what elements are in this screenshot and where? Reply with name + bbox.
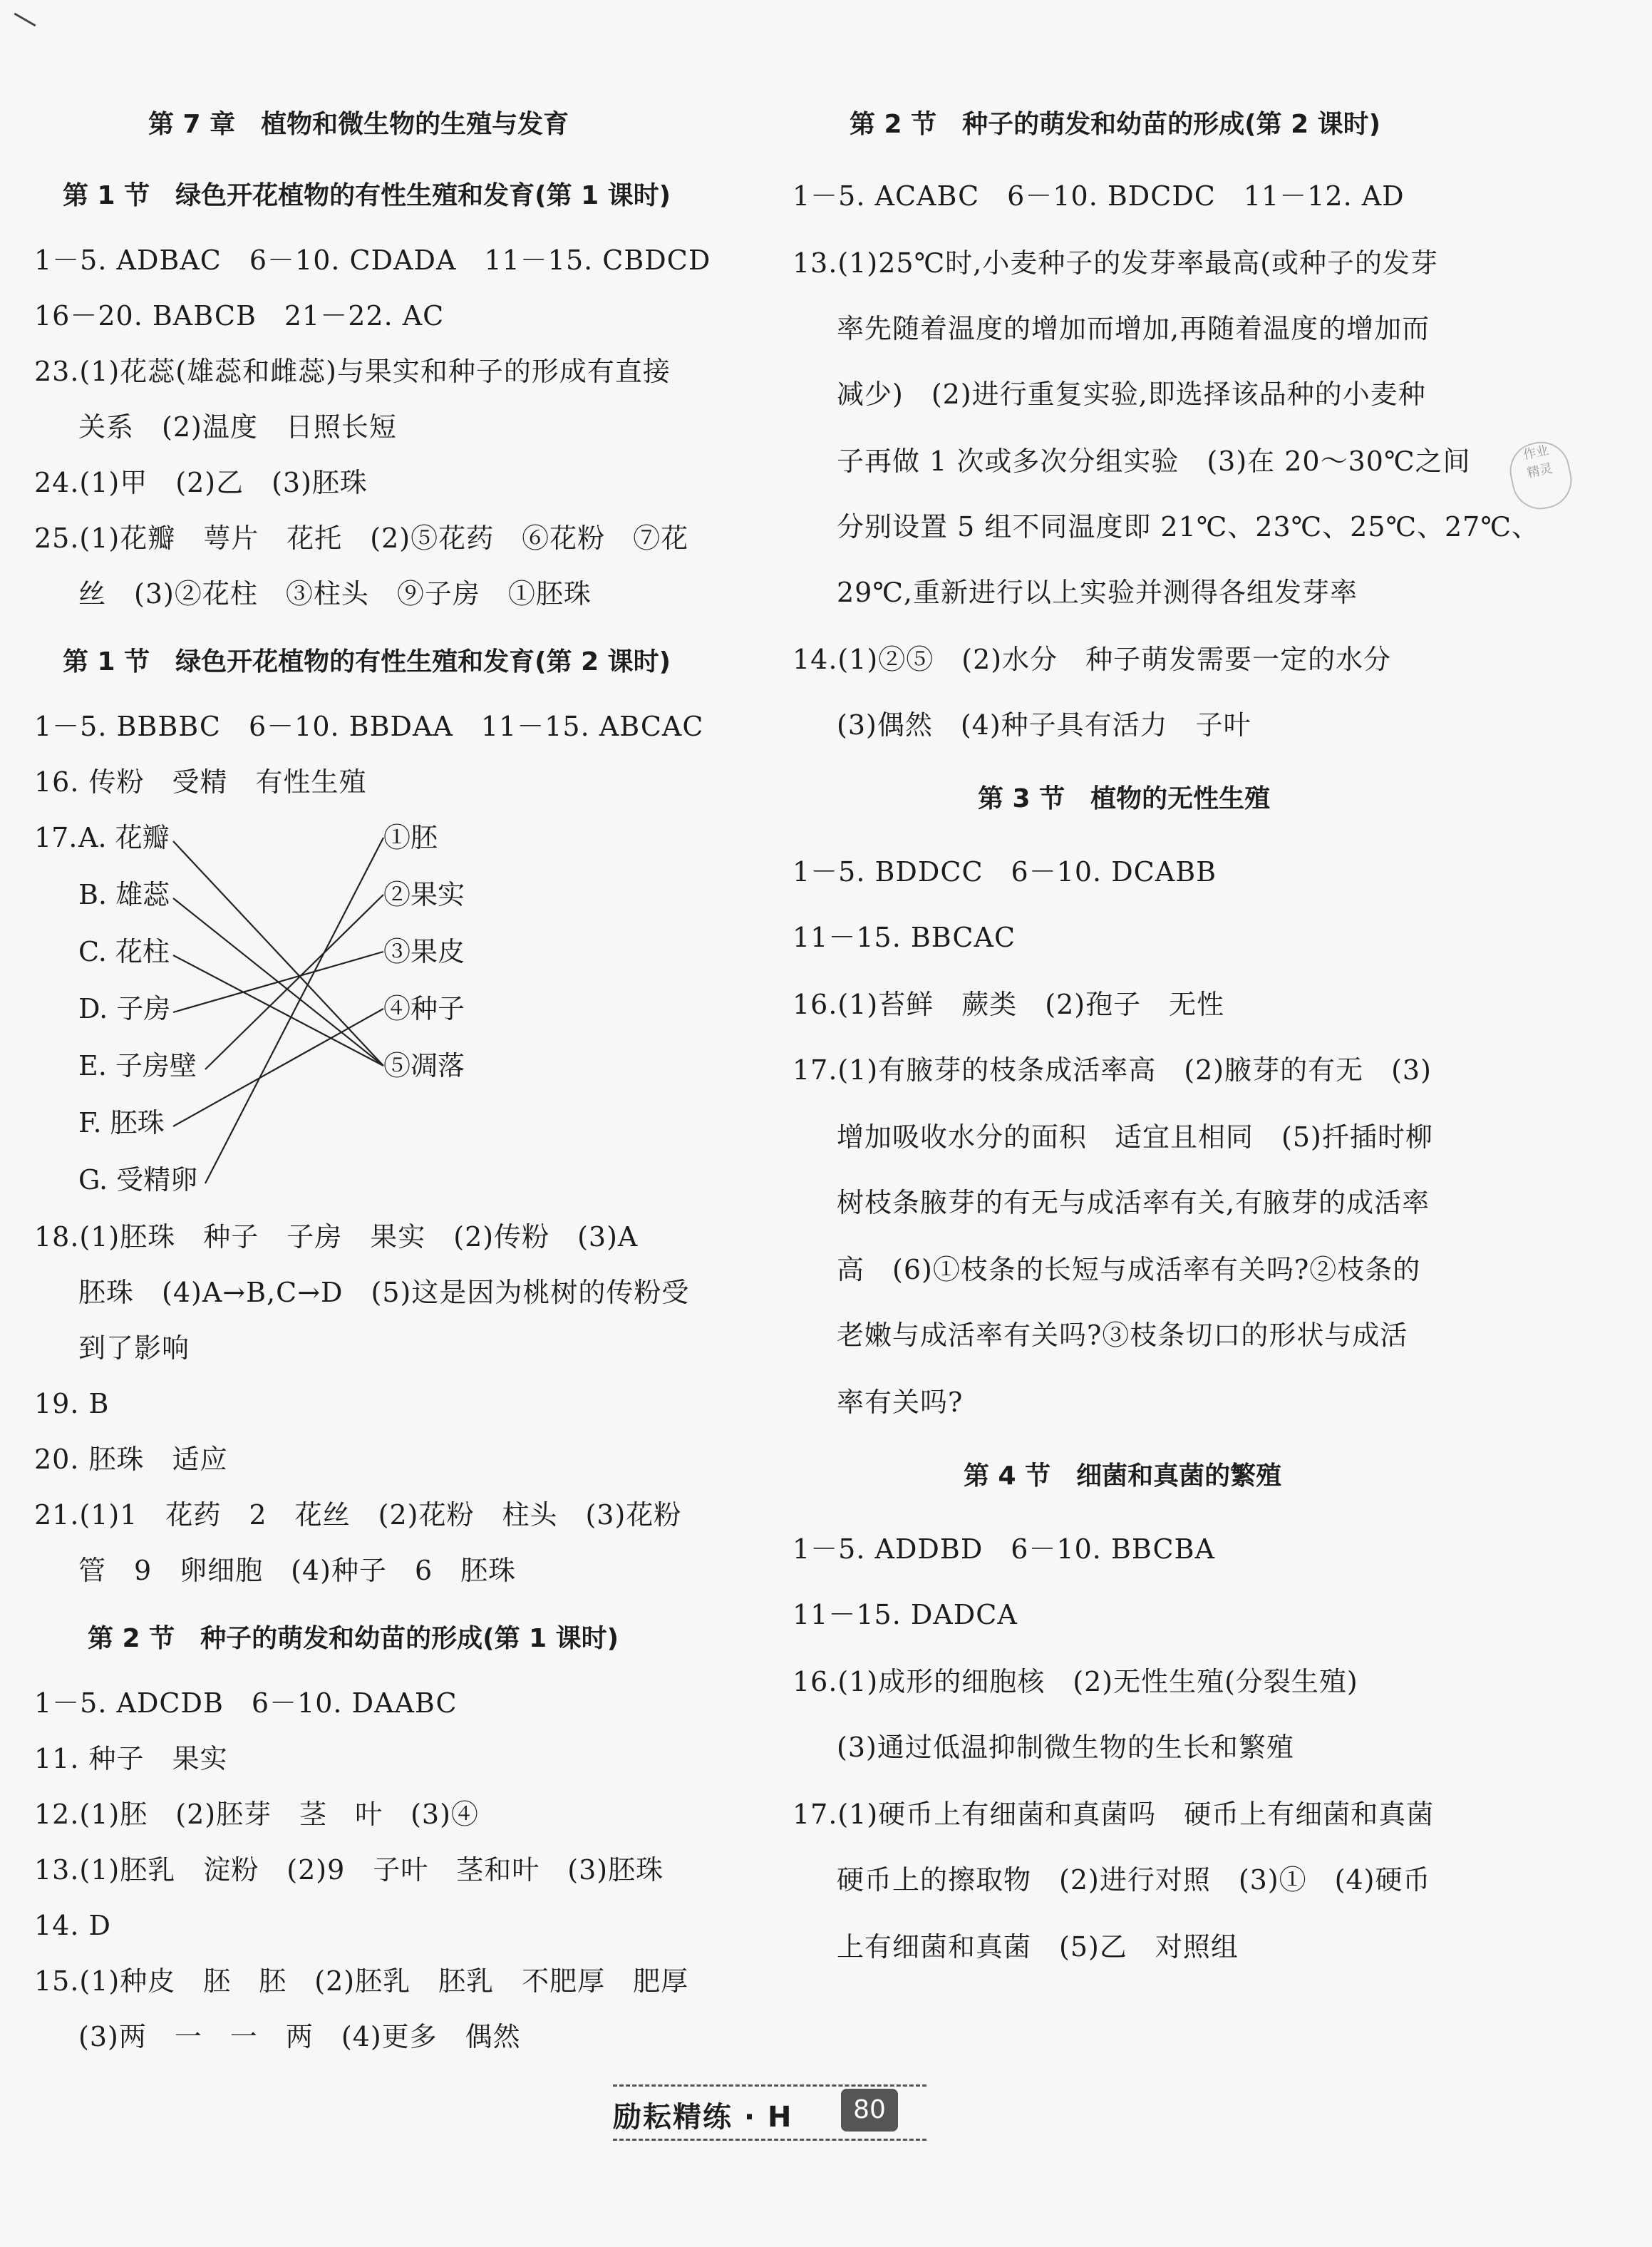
answer-line: 丝 (3)②花柱 ③柱头 ⑨子房 ①胚珠 xyxy=(78,578,592,610)
answer-line: 子再做 1 次或多次分组实验 (3)在 20～30℃之间 xyxy=(837,446,1471,477)
answer-line: 1－5. BDDCC 6－10. DCABB xyxy=(793,856,1217,888)
answer-line: 19. B xyxy=(34,1388,110,1419)
answer-line: 11－15. DADCA xyxy=(793,1599,1018,1630)
answer-line: 11. 种子 果实 xyxy=(34,1743,228,1774)
answer-line: 24.(1)甲 (2)乙 (3)胚珠 xyxy=(34,467,368,498)
answer-line: 13.(1)25℃时,小麦种子的发芽率最高(或种子的发芽 xyxy=(793,247,1439,279)
answer-line: 率先随着温度的增加而增加,再随着温度的增加而 xyxy=(837,313,1430,344)
answer-line: 减少) (2)进行重复实验,即选择该品种的小麦种 xyxy=(837,379,1426,410)
match-left-item: B. 雄蕊 xyxy=(78,879,170,910)
answer-line: 分别设置 5 组不同温度即 21℃、23℃、25℃、27℃、 xyxy=(837,511,1539,543)
page-number: 80 xyxy=(841,2089,898,2132)
match-right-item: ②果实 xyxy=(383,879,465,910)
footer-divider xyxy=(613,2084,926,2087)
match-right-item: ④种子 xyxy=(383,993,465,1024)
match-left-item: A. 花瓣 xyxy=(78,822,170,853)
match-right-item: ⑤凋落 xyxy=(383,1050,465,1081)
corner-mark xyxy=(14,13,36,27)
answer-line: 15.(1)种皮 胚 胚 (2)胚乳 胚乳 不肥厚 肥厚 xyxy=(34,1965,689,1997)
answer-line: 硬币上的擦取物 (2)进行对照 (3)① (4)硬币 xyxy=(837,1864,1431,1896)
answer-line: 17.(1)硬币上有细菌和真菌吗 硬币上有细菌和真菌 xyxy=(793,1799,1435,1830)
answer-line: 17.(1)有腋芽的枝条成活率高 (2)腋芽的有无 (3) xyxy=(793,1054,1432,1086)
watermark-stamp: 作业 精灵 xyxy=(1504,436,1577,514)
answer-line: 18.(1)胚珠 种子 子房 果实 (2)传粉 (3)A xyxy=(34,1221,639,1253)
match-line xyxy=(173,841,383,1066)
section-title: 第 3 节 植物的无性生殖 xyxy=(978,784,1271,813)
match-line xyxy=(173,955,383,1066)
answer-line: 16.(1)苔鲜 蕨类 (2)孢子 无性 xyxy=(793,989,1225,1020)
match-left-item: E. 子房壁 xyxy=(78,1050,197,1081)
match-line xyxy=(205,895,383,1069)
answer-line: 25.(1)花瓣 萼片 花托 (2)⑤花药 ⑥花粉 ⑦花 xyxy=(34,523,689,554)
footer xyxy=(613,2089,912,2146)
answer-line: 1－5. ACABC 6－10. BDCDC 11－12. AD xyxy=(793,180,1405,212)
answer-line: 老嫩与成活率有关吗?③枝条切口的形状与成活 xyxy=(837,1320,1408,1351)
section-title: 第 2 节 种子的萌发和幼苗的形成(第 2 课时) xyxy=(850,110,1381,139)
section-title: 第 4 节 细菌和真菌的繁殖 xyxy=(964,1461,1282,1491)
answer-line: 14.(1)②⑤ (2)水分 种子萌发需要一定的水分 xyxy=(793,644,1392,675)
match-left-item: D. 子房 xyxy=(78,993,171,1024)
section-title: 第 1 节 绿色开花植物的有性生殖和发育(第 2 课时) xyxy=(63,647,671,677)
answer-line: 16.(1)成形的细胞核 (2)无性生殖(分裂生殖) xyxy=(793,1666,1358,1697)
answer-line: 高 (6)①枝条的长短与成活率有关吗?②枝条的 xyxy=(837,1254,1421,1285)
answer-line: 12.(1)胚 (2)胚芽 茎 叶 (3)④ xyxy=(34,1799,479,1830)
brand-name: 励耘精练 · H xyxy=(613,2101,793,2134)
answer-line: 23.(1)花蕊(雄蕊和雌蕊)与果实和种子的形成有直接 xyxy=(34,356,671,387)
answer-line: 树枝条腋芽的有无与成活率有关,有腋芽的成活率 xyxy=(837,1187,1430,1218)
answer-line: 增加吸收水分的面积 适宜且相同 (5)扦插时柳 xyxy=(837,1121,1433,1153)
answer-line: 胚珠 (4)A→B,C→D (5)这是因为桃树的传粉受 xyxy=(78,1277,690,1308)
match-right-item: ③果皮 xyxy=(383,936,465,967)
answer-line: 11－15. BBCAC xyxy=(793,922,1016,953)
answer-line: 21.(1)1 花药 2 花丝 (2)花粉 柱头 (3)花粉 xyxy=(34,1499,682,1531)
answer-line: (3)两 一 一 两 (4)更多 偶然 xyxy=(78,2021,521,2052)
match-left-item: F. 胚珠 xyxy=(78,1107,165,1138)
chapter-title: 第 7 章 植物和微生物的生殖与发育 xyxy=(148,110,569,139)
answer-line: 16. 传粉 受精 有性生殖 xyxy=(34,766,367,798)
answer-line: 20. 胚珠 适应 xyxy=(34,1444,228,1475)
match-right-item: ①胚 xyxy=(383,822,438,853)
answer-line: 13.(1)胚乳 淀粉 (2)9 子叶 茎和叶 (3)胚珠 xyxy=(34,1854,664,1886)
match-line xyxy=(205,838,383,1183)
section-title: 第 1 节 绿色开花植物的有性生殖和发育(第 1 课时) xyxy=(63,181,671,210)
answer-line: 上有细菌和真菌 (5)乙 对照组 xyxy=(837,1931,1239,1963)
answer-line: 率有关吗? xyxy=(837,1387,964,1418)
footer-divider xyxy=(613,2139,926,2141)
answer-line: 1－5. BBBBC 6－10. BBDAA 11－15. ABCAC xyxy=(34,711,704,742)
answer-line: 到了影响 xyxy=(78,1332,190,1364)
answer-line: 1－5. ADDBD 6－10. BBCBA xyxy=(793,1533,1215,1565)
match-line xyxy=(173,1009,383,1126)
answer-line: 16－20. BABCB 21－22. AC xyxy=(34,300,445,331)
answer-line: (3)通过低温抑制微生物的生长和繁殖 xyxy=(837,1732,1294,1763)
question-number: 17. xyxy=(34,822,78,853)
answer-line: 管 9 卵细胞 (4)种子 6 胚珠 xyxy=(78,1555,517,1586)
answer-line: 29℃,重新进行以上实验并测得各组发芽率 xyxy=(837,577,1358,608)
answer-line: 1－5. ADBAC 6－10. CDADA 11－15. CBDCD xyxy=(34,245,711,276)
section-title: 第 2 节 种子的萌发和幼苗的形成(第 1 课时) xyxy=(88,1624,619,1653)
match-line xyxy=(173,952,383,1012)
match-left-item: G. 受精卵 xyxy=(78,1164,198,1196)
answer-line: (3)偶然 (4)种子具有活力 子叶 xyxy=(837,709,1251,741)
answer-line: 1－5. ADCDB 6－10. DAABC xyxy=(34,1687,458,1719)
match-left-item: C. 花柱 xyxy=(78,936,170,967)
answer-line: 关系 (2)温度 日照长短 xyxy=(78,411,397,443)
answer-line: 14. D xyxy=(34,1910,111,1941)
matching-lines xyxy=(34,0,747,1283)
